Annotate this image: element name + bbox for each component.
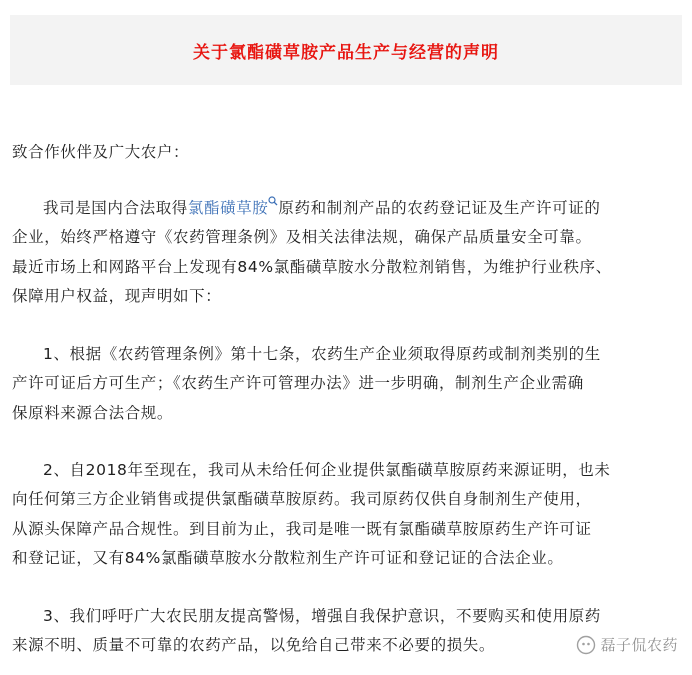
greeting-text: 致合作伙伴及广大农户： bbox=[12, 143, 190, 161]
watermark bbox=[576, 634, 678, 655]
item-3-line-2: 来源不明、质量不可靠的农药产品，以免给自己带来不必要的损失。 bbox=[12, 636, 496, 655]
keyword-link[interactable]: 氯酯磺草胺 bbox=[187, 199, 269, 217]
title-banner bbox=[10, 15, 682, 85]
intro-paragraph bbox=[12, 194, 682, 311]
item-2-line-1: 2、自2018年至现在，我司从未给任何企业提供氯酯磺草胺原药来源证明，也未 bbox=[43, 461, 611, 479]
intro-text-post: 原药和制剂产品的农药登记证及生产许可证的 bbox=[278, 199, 601, 217]
intro-line-2: 企业，始终严格遵守《农药管理条例》及相关法律法规，确保产品质量安全可靠。 bbox=[12, 228, 592, 247]
item-1-line-3: 保原料来源合法合规。 bbox=[12, 403, 174, 422]
wechat-account-icon bbox=[576, 635, 596, 655]
item-1-line-1: 1、根据《农药管理条例》第十七条，农药生产企业须取得原药或制剂类别的生 bbox=[43, 345, 601, 363]
page-title: 关于氯酯磺草胺产品生产与经营的声明 bbox=[193, 42, 499, 63]
item-2-paragraph bbox=[12, 456, 682, 573]
intro-text-pre: 我司是国内合法取得 bbox=[43, 199, 188, 217]
item-2-line-2: 向任何第三方企业销售或提供氯酯磺草胺原药。我司原药仅供自身制剂生产使用， bbox=[12, 490, 592, 509]
intro-line-1 bbox=[12, 194, 682, 223]
intro-line-4: 保障用户权益，现声明如下： bbox=[12, 286, 222, 305]
watermark-text: 磊子侃农药 bbox=[600, 636, 678, 654]
greeting bbox=[12, 138, 682, 167]
search-icon[interactable] bbox=[268, 196, 278, 208]
item-2-line-3: 从源头保障产品合规性。到目前为止，我司是唯一既有氯酯磺草胺原药生产许可证 bbox=[12, 519, 592, 538]
intro-line-3: 最近市场上和网路平台上发现有84%氯酯磺草胺水分散粒剂销售，为维护行业秩序、 bbox=[12, 257, 612, 276]
item-1-line-2: 产许可证后方可生产；《农药生产许可管理办法》进一步明确，制剂生产企业需确 bbox=[12, 374, 584, 393]
item-2-line-4: 和登记证，又有84%氯酯磺草胺水分散粒剂生产许可证和登记证的合法企业。 bbox=[12, 548, 564, 567]
item-3-line-1: 3、我们呼吁广大农民朋友提高警惕，增强自我保护意识，不要购买和使用原药 bbox=[43, 607, 601, 625]
item-1-paragraph bbox=[12, 340, 682, 428]
